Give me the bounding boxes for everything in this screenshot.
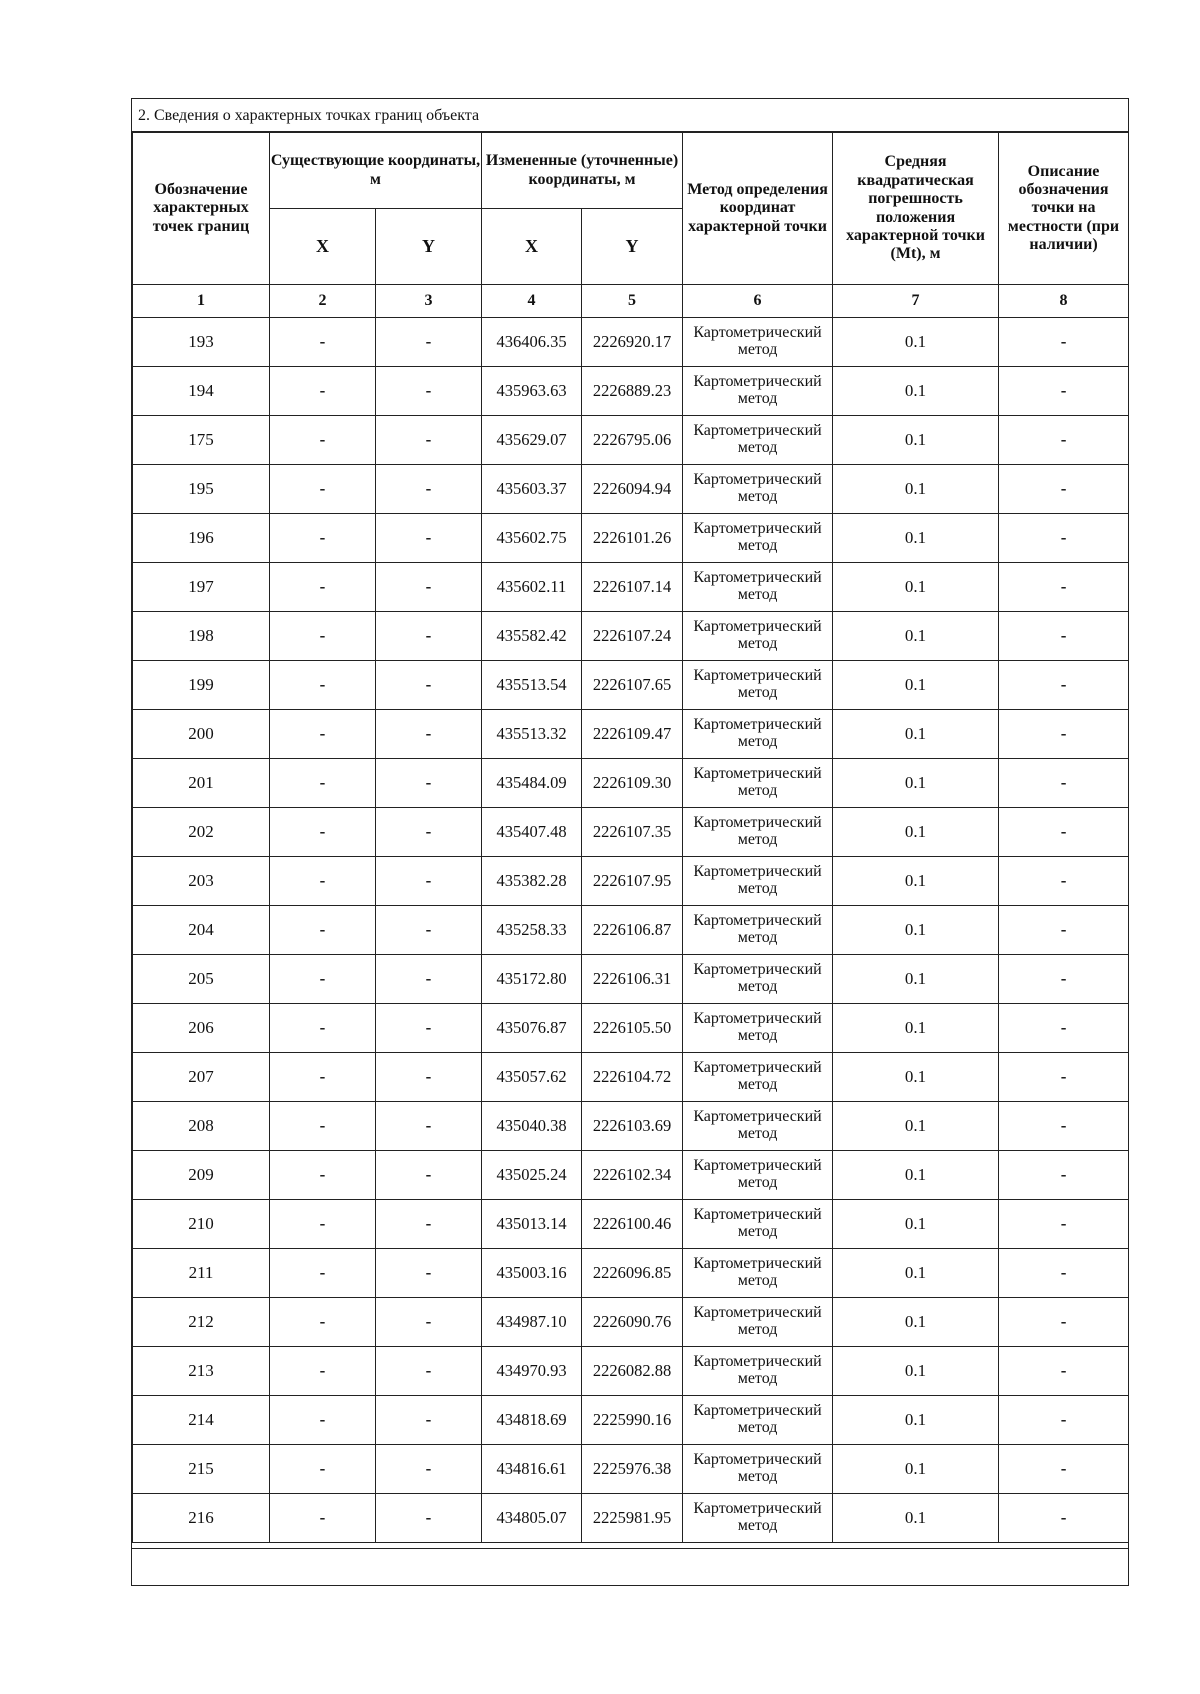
mean-error-value: 0.1 <box>833 759 999 808</box>
description-value: - <box>999 1200 1129 1249</box>
existing-x-value: - <box>270 465 376 514</box>
x-coordinate: 435003.16 <box>482 1249 582 1298</box>
existing-x-value: - <box>270 416 376 465</box>
point-number: 201 <box>133 759 270 808</box>
point-number: 212 <box>133 1298 270 1347</box>
description-value: - <box>999 416 1129 465</box>
column-number: 8 <box>999 285 1129 318</box>
method-value: Картометрический метод <box>683 759 833 808</box>
description-value: - <box>999 514 1129 563</box>
point-number: 211 <box>133 1249 270 1298</box>
point-number: 215 <box>133 1445 270 1494</box>
mean-error-value: 0.1 <box>833 367 999 416</box>
existing-x-value: - <box>270 1494 376 1543</box>
y-coordinate: 2226107.24 <box>582 612 683 661</box>
existing-y-value: - <box>376 1151 482 1200</box>
header-mean-error: Средняя квадратическая погрешность положения характерной точки (Mt), м <box>833 133 999 285</box>
description-value: - <box>999 367 1129 416</box>
y-coordinate: 2226106.31 <box>582 955 683 1004</box>
table-row <box>133 808 1129 857</box>
existing-y-value: - <box>376 759 482 808</box>
x-coordinate: 434805.07 <box>482 1494 582 1543</box>
method-value: Картометрический метод <box>683 1298 833 1347</box>
description-value: - <box>999 318 1129 367</box>
table-row <box>133 1396 1129 1445</box>
x-coordinate: 434970.93 <box>482 1347 582 1396</box>
table-row <box>133 1298 1129 1347</box>
column-number: 5 <box>582 285 683 318</box>
x-coordinate: 434818.69 <box>482 1396 582 1445</box>
x-coordinate: 435172.80 <box>482 955 582 1004</box>
description-value: - <box>999 955 1129 1004</box>
mean-error-value: 0.1 <box>833 1151 999 1200</box>
y-coordinate: 2226094.94 <box>582 465 683 514</box>
point-number: 195 <box>133 465 270 514</box>
mean-error-value: 0.1 <box>833 318 999 367</box>
description-value: - <box>999 1494 1129 1543</box>
table-row <box>133 612 1129 661</box>
header-changed-y: Y <box>582 209 683 285</box>
point-number: 216 <box>133 1494 270 1543</box>
description-value: - <box>999 1347 1129 1396</box>
method-value: Картометрический метод <box>683 1396 833 1445</box>
existing-x-value: - <box>270 759 376 808</box>
y-coordinate: 2226107.95 <box>582 857 683 906</box>
description-value: - <box>999 612 1129 661</box>
existing-y-value: - <box>376 416 482 465</box>
mean-error-value: 0.1 <box>833 1298 999 1347</box>
x-coordinate: 435602.75 <box>482 514 582 563</box>
table-row <box>133 906 1129 955</box>
mean-error-value: 0.1 <box>833 1445 999 1494</box>
table-row <box>133 465 1129 514</box>
point-number: 214 <box>133 1396 270 1445</box>
mean-error-value: 0.1 <box>833 857 999 906</box>
existing-y-value: - <box>376 1004 482 1053</box>
table-row <box>133 955 1129 1004</box>
mean-error-value: 0.1 <box>833 808 999 857</box>
mean-error-value: 0.1 <box>833 1494 999 1543</box>
existing-x-value: - <box>270 1200 376 1249</box>
y-coordinate: 2226889.23 <box>582 367 683 416</box>
x-coordinate: 435629.07 <box>482 416 582 465</box>
method-value: Картометрический метод <box>683 661 833 710</box>
mean-error-value: 0.1 <box>833 955 999 1004</box>
x-coordinate: 434987.10 <box>482 1298 582 1347</box>
table-row <box>133 367 1129 416</box>
existing-x-value: - <box>270 710 376 759</box>
point-number: 202 <box>133 808 270 857</box>
existing-y-value: - <box>376 465 482 514</box>
table-row <box>133 318 1129 367</box>
existing-y-value: - <box>376 367 482 416</box>
existing-y-value: - <box>376 906 482 955</box>
existing-x-value: - <box>270 906 376 955</box>
method-value: Картометрический метод <box>683 1053 833 1102</box>
column-number-row <box>133 285 1129 318</box>
mean-error-value: 0.1 <box>833 1004 999 1053</box>
point-number: 204 <box>133 906 270 955</box>
existing-x-value: - <box>270 1445 376 1494</box>
x-coordinate: 435513.32 <box>482 710 582 759</box>
existing-y-value: - <box>376 514 482 563</box>
mean-error-value: 0.1 <box>833 514 999 563</box>
description-value: - <box>999 906 1129 955</box>
header-point-designation: Обозначение характерных точек границ <box>133 133 270 285</box>
existing-x-value: - <box>270 563 376 612</box>
description-value: - <box>999 1151 1129 1200</box>
x-coordinate: 435484.09 <box>482 759 582 808</box>
table-row <box>133 514 1129 563</box>
method-value: Картометрический метод <box>683 1102 833 1151</box>
x-coordinate: 436406.35 <box>482 318 582 367</box>
y-coordinate: 2226107.65 <box>582 661 683 710</box>
mean-error-value: 0.1 <box>833 710 999 759</box>
existing-x-value: - <box>270 318 376 367</box>
method-value: Картометрический метод <box>683 416 833 465</box>
method-value: Картометрический метод <box>683 1004 833 1053</box>
table-row <box>133 563 1129 612</box>
y-coordinate: 2226100.46 <box>582 1200 683 1249</box>
existing-x-value: - <box>270 1396 376 1445</box>
x-coordinate: 435076.87 <box>482 1004 582 1053</box>
existing-y-value: - <box>376 710 482 759</box>
method-value: Картометрический метод <box>683 857 833 906</box>
mean-error-value: 0.1 <box>833 1200 999 1249</box>
point-number: 208 <box>133 1102 270 1151</box>
x-coordinate: 434816.61 <box>482 1445 582 1494</box>
method-value: Картометрический метод <box>683 710 833 759</box>
mean-error-value: 0.1 <box>833 465 999 514</box>
mean-error-value: 0.1 <box>833 661 999 710</box>
table-row <box>133 416 1129 465</box>
description-value: - <box>999 1053 1129 1102</box>
description-value: - <box>999 1004 1129 1053</box>
y-coordinate: 2226105.50 <box>582 1004 683 1053</box>
existing-y-value: - <box>376 1102 482 1151</box>
mean-error-value: 0.1 <box>833 416 999 465</box>
column-number: 6 <box>683 285 833 318</box>
header-description: Описание обозначения точки на местности (при наличии) <box>999 133 1129 285</box>
y-coordinate: 2226101.26 <box>582 514 683 563</box>
x-coordinate: 435040.38 <box>482 1102 582 1151</box>
method-value: Картометрический метод <box>683 465 833 514</box>
existing-x-value: - <box>270 808 376 857</box>
mean-error-value: 0.1 <box>833 1102 999 1151</box>
header-existing-y: Y <box>376 209 482 285</box>
existing-y-value: - <box>376 612 482 661</box>
method-value: Картометрический метод <box>683 514 833 563</box>
x-coordinate: 435013.14 <box>482 1200 582 1249</box>
table-row <box>133 1053 1129 1102</box>
description-value: - <box>999 1249 1129 1298</box>
y-coordinate: 2226109.30 <box>582 759 683 808</box>
x-coordinate: 435603.37 <box>482 465 582 514</box>
mean-error-value: 0.1 <box>833 1347 999 1396</box>
description-value: - <box>999 1102 1129 1151</box>
table-row <box>133 1200 1129 1249</box>
mean-error-value: 0.1 <box>833 563 999 612</box>
existing-y-value: - <box>376 1298 482 1347</box>
existing-y-value: - <box>376 1053 482 1102</box>
description-value: - <box>999 759 1129 808</box>
description-value: - <box>999 465 1129 514</box>
point-number: 199 <box>133 661 270 710</box>
header-existing-coordinates: Существующие координаты, м <box>270 133 482 209</box>
existing-x-value: - <box>270 1102 376 1151</box>
x-coordinate: 435258.33 <box>482 906 582 955</box>
y-coordinate: 2226103.69 <box>582 1102 683 1151</box>
description-value: - <box>999 710 1129 759</box>
table-row <box>133 1004 1129 1053</box>
column-number: 1 <box>133 285 270 318</box>
mean-error-value: 0.1 <box>833 1053 999 1102</box>
description-value: - <box>999 1298 1129 1347</box>
y-coordinate: 2226106.87 <box>582 906 683 955</box>
existing-x-value: - <box>270 857 376 906</box>
method-value: Картометрический метод <box>683 367 833 416</box>
existing-x-value: - <box>270 514 376 563</box>
header-changed-x: X <box>482 209 582 285</box>
column-number: 3 <box>376 285 482 318</box>
y-coordinate: 2226920.17 <box>582 318 683 367</box>
existing-x-value: - <box>270 1347 376 1396</box>
existing-y-value: - <box>376 1494 482 1543</box>
table-row <box>133 759 1129 808</box>
description-value: - <box>999 857 1129 906</box>
x-coordinate: 435407.48 <box>482 808 582 857</box>
method-value: Картометрический метод <box>683 808 833 857</box>
boundary-points-table <box>132 132 1129 1543</box>
y-coordinate: 2226104.72 <box>582 1053 683 1102</box>
existing-x-value: - <box>270 1151 376 1200</box>
y-coordinate: 2226082.88 <box>582 1347 683 1396</box>
header-existing-x: X <box>270 209 376 285</box>
column-number: 7 <box>833 285 999 318</box>
x-coordinate: 435382.28 <box>482 857 582 906</box>
table-row <box>133 1445 1129 1494</box>
method-value: Картометрический метод <box>683 1494 833 1543</box>
method-value: Картометрический метод <box>683 612 833 661</box>
table-footer-band <box>132 1548 1128 1585</box>
method-value: Картометрический метод <box>683 1347 833 1396</box>
mean-error-value: 0.1 <box>833 612 999 661</box>
existing-x-value: - <box>270 1004 376 1053</box>
method-value: Картометрический метод <box>683 955 833 1004</box>
point-number: 207 <box>133 1053 270 1102</box>
method-value: Картометрический метод <box>683 1249 833 1298</box>
y-coordinate: 2225981.95 <box>582 1494 683 1543</box>
existing-y-value: - <box>376 1396 482 1445</box>
table-body <box>133 285 1129 1543</box>
point-number: 203 <box>133 857 270 906</box>
table-row <box>133 661 1129 710</box>
y-coordinate: 2225990.16 <box>582 1396 683 1445</box>
existing-y-value: - <box>376 1445 482 1494</box>
existing-x-value: - <box>270 955 376 1004</box>
header-changed-coordinates: Измененные (уточненные) координаты, м <box>482 133 683 209</box>
x-coordinate: 435057.62 <box>482 1053 582 1102</box>
y-coordinate: 2226109.47 <box>582 710 683 759</box>
point-number: 205 <box>133 955 270 1004</box>
point-number: 213 <box>133 1347 270 1396</box>
point-number: 193 <box>133 318 270 367</box>
mean-error-value: 0.1 <box>833 906 999 955</box>
existing-y-value: - <box>376 563 482 612</box>
table-row <box>133 1249 1129 1298</box>
description-value: - <box>999 563 1129 612</box>
existing-y-value: - <box>376 318 482 367</box>
existing-y-value: - <box>376 857 482 906</box>
table-row <box>133 1151 1129 1200</box>
existing-y-value: - <box>376 1347 482 1396</box>
existing-y-value: - <box>376 1249 482 1298</box>
y-coordinate: 2226107.35 <box>582 808 683 857</box>
table-row <box>133 857 1129 906</box>
y-coordinate: 2225976.38 <box>582 1445 683 1494</box>
method-value: Картометрический метод <box>683 1151 833 1200</box>
table-row <box>133 1102 1129 1151</box>
x-coordinate: 435963.63 <box>482 367 582 416</box>
x-coordinate: 435513.54 <box>482 661 582 710</box>
existing-x-value: - <box>270 1249 376 1298</box>
point-number: 197 <box>133 563 270 612</box>
description-value: - <box>999 661 1129 710</box>
point-number: 200 <box>133 710 270 759</box>
method-value: Картометрический метод <box>683 1445 833 1494</box>
point-number: 194 <box>133 367 270 416</box>
method-value: Картометрический метод <box>683 563 833 612</box>
existing-y-value: - <box>376 808 482 857</box>
point-number: 196 <box>133 514 270 563</box>
description-value: - <box>999 808 1129 857</box>
y-coordinate: 2226102.34 <box>582 1151 683 1200</box>
table-row <box>133 1494 1129 1543</box>
mean-error-value: 0.1 <box>833 1249 999 1298</box>
point-number: 209 <box>133 1151 270 1200</box>
point-number: 206 <box>133 1004 270 1053</box>
x-coordinate: 435582.42 <box>482 612 582 661</box>
table-row <box>133 710 1129 759</box>
y-coordinate: 2226107.14 <box>582 563 683 612</box>
method-value: Картометрический метод <box>683 1200 833 1249</box>
mean-error-value: 0.1 <box>833 1396 999 1445</box>
description-value: - <box>999 1445 1129 1494</box>
column-number: 4 <box>482 285 582 318</box>
x-coordinate: 435602.11 <box>482 563 582 612</box>
description-value: - <box>999 1396 1129 1445</box>
point-number: 198 <box>133 612 270 661</box>
point-number: 210 <box>133 1200 270 1249</box>
point-number: 175 <box>133 416 270 465</box>
existing-x-value: - <box>270 1298 376 1347</box>
header-method: Метод определения координат характерной точки <box>683 133 833 285</box>
existing-x-value: - <box>270 367 376 416</box>
x-coordinate: 435025.24 <box>482 1151 582 1200</box>
y-coordinate: 2226795.06 <box>582 416 683 465</box>
existing-y-value: - <box>376 955 482 1004</box>
existing-y-value: - <box>376 1200 482 1249</box>
y-coordinate: 2226090.76 <box>582 1298 683 1347</box>
table-row <box>133 1347 1129 1396</box>
method-value: Картометрический метод <box>683 318 833 367</box>
existing-x-value: - <box>270 1053 376 1102</box>
column-number: 2 <box>270 285 376 318</box>
document-frame <box>131 98 1129 1586</box>
existing-y-value: - <box>376 661 482 710</box>
existing-x-value: - <box>270 661 376 710</box>
y-coordinate: 2226096.85 <box>582 1249 683 1298</box>
section-title: 2. Сведения о характерных точках границ объекта <box>132 99 1128 132</box>
method-value: Картометрический метод <box>683 906 833 955</box>
existing-x-value: - <box>270 612 376 661</box>
